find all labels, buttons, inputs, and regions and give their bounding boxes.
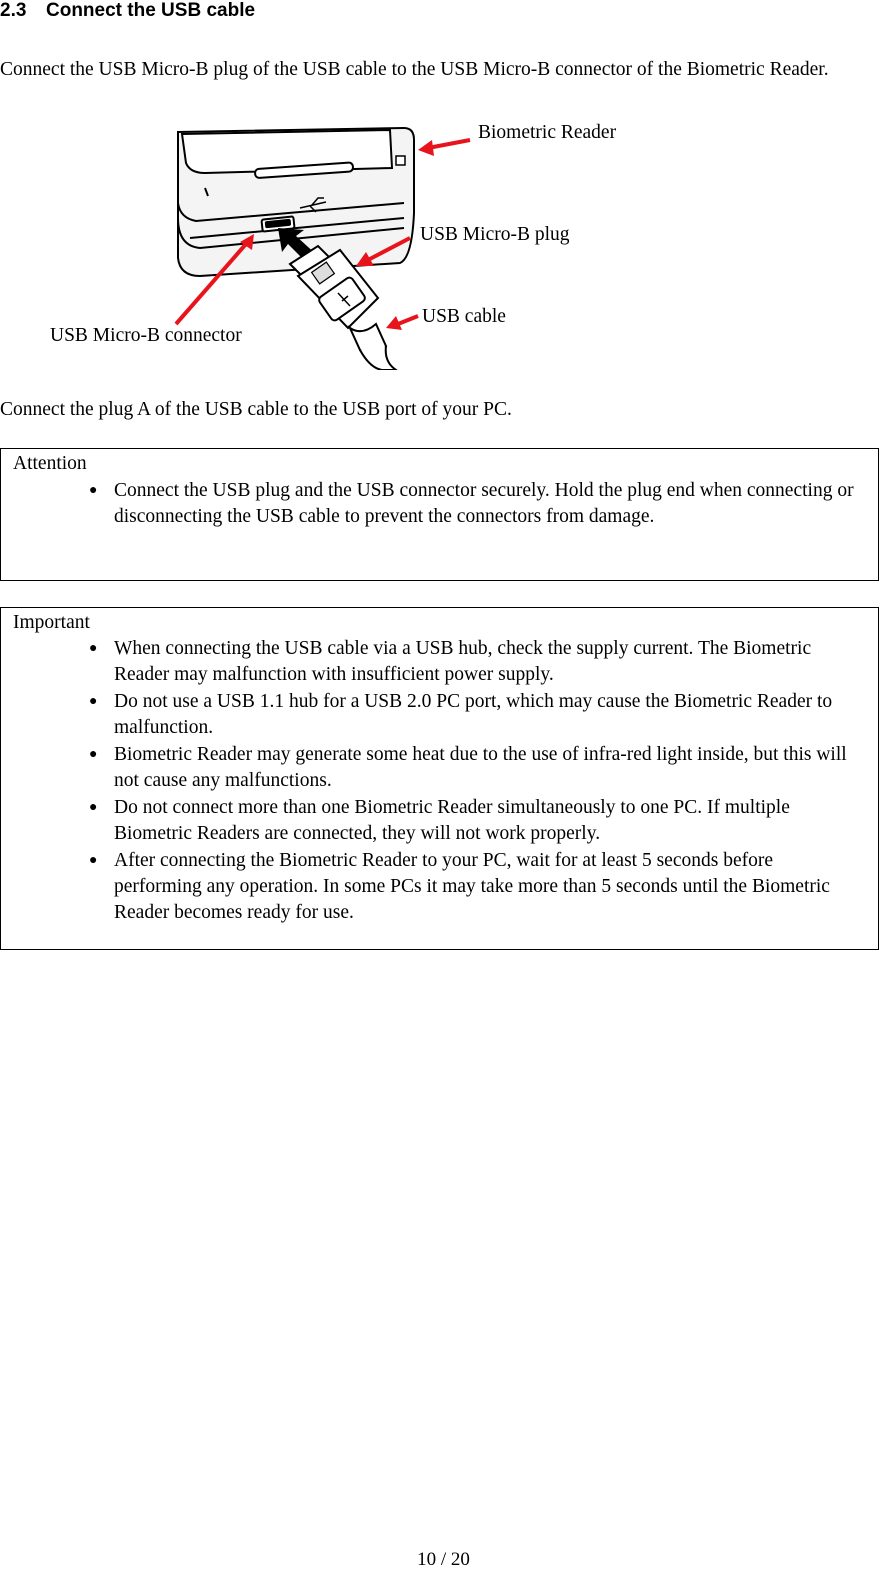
- usb-connection-figure: [0, 118, 887, 370]
- important-title: Important: [13, 612, 90, 633]
- label-usb-cable: USB cable: [422, 306, 506, 327]
- section-title: Connect the USB cable: [46, 0, 256, 21]
- second-paragraph: Connect the plug A of the USB cable to the USB port of your PC.: [0, 399, 512, 420]
- section-heading: [0, 0, 255, 22]
- list-item: ● Do not connect more than one Biometric Reader simultaneously to one PC. If multiple Biometric Readers are connected, they will not work properly.: [89, 797, 790, 844]
- important-list: [1, 636, 861, 927]
- arrow-cable: [398, 316, 418, 324]
- bullet-icon: ●: [89, 641, 98, 656]
- important-box: [0, 607, 879, 950]
- section-number: 2.3: [0, 0, 27, 21]
- list-item: ● When connecting the USB cable via a USB hub, check the supply current. The Biometric Reader may malfunction with insufficient power supply.: [89, 638, 812, 685]
- label-usb-micro-b-plug: USB Micro-B plug: [420, 224, 570, 245]
- list-item: ● Biometric Reader may generate some heat due to the use of infra-red light inside, but this will not cause any malfunctions.: [89, 744, 847, 791]
- bullet-icon: ●: [89, 483, 98, 498]
- list-item: ● After connecting the Biometric Reader to your PC, wait for at least 5 seconds before performing any operation. In some PCs it may take more than 5 seconds until the Biometric Reader becomes ready for use.: [89, 850, 830, 923]
- attention-title: Attention: [13, 453, 87, 474]
- bullet-icon: ●: [89, 747, 98, 762]
- attention-box: [0, 448, 879, 581]
- list-item: ● Do not use a USB 1.1 hub for a USB 2.0 PC port, which may cause the Biometric Reader to malfunction.: [89, 691, 833, 738]
- list-item: ● Connect the USB plug and the USB connector securely. Hold the plug end when connecting or disconnecting the USB cable to prevent the connectors from damage.: [89, 480, 854, 527]
- bullet-icon: ●: [89, 694, 98, 709]
- attention-list: [1, 478, 861, 531]
- bullet-icon: ●: [89, 800, 98, 815]
- label-usb-micro-b-connector: USB Micro-B connector: [50, 325, 242, 346]
- bullet-icon: ●: [89, 853, 98, 868]
- arrow-reader: [428, 140, 470, 148]
- label-biometric-reader: Biometric Reader: [478, 122, 617, 143]
- page-number: 10 / 20: [417, 1549, 470, 1570]
- intro-paragraph: Connect the USB Micro-B plug of the USB cable to the USB Micro-B connector of the Biometric Reader.: [0, 59, 829, 80]
